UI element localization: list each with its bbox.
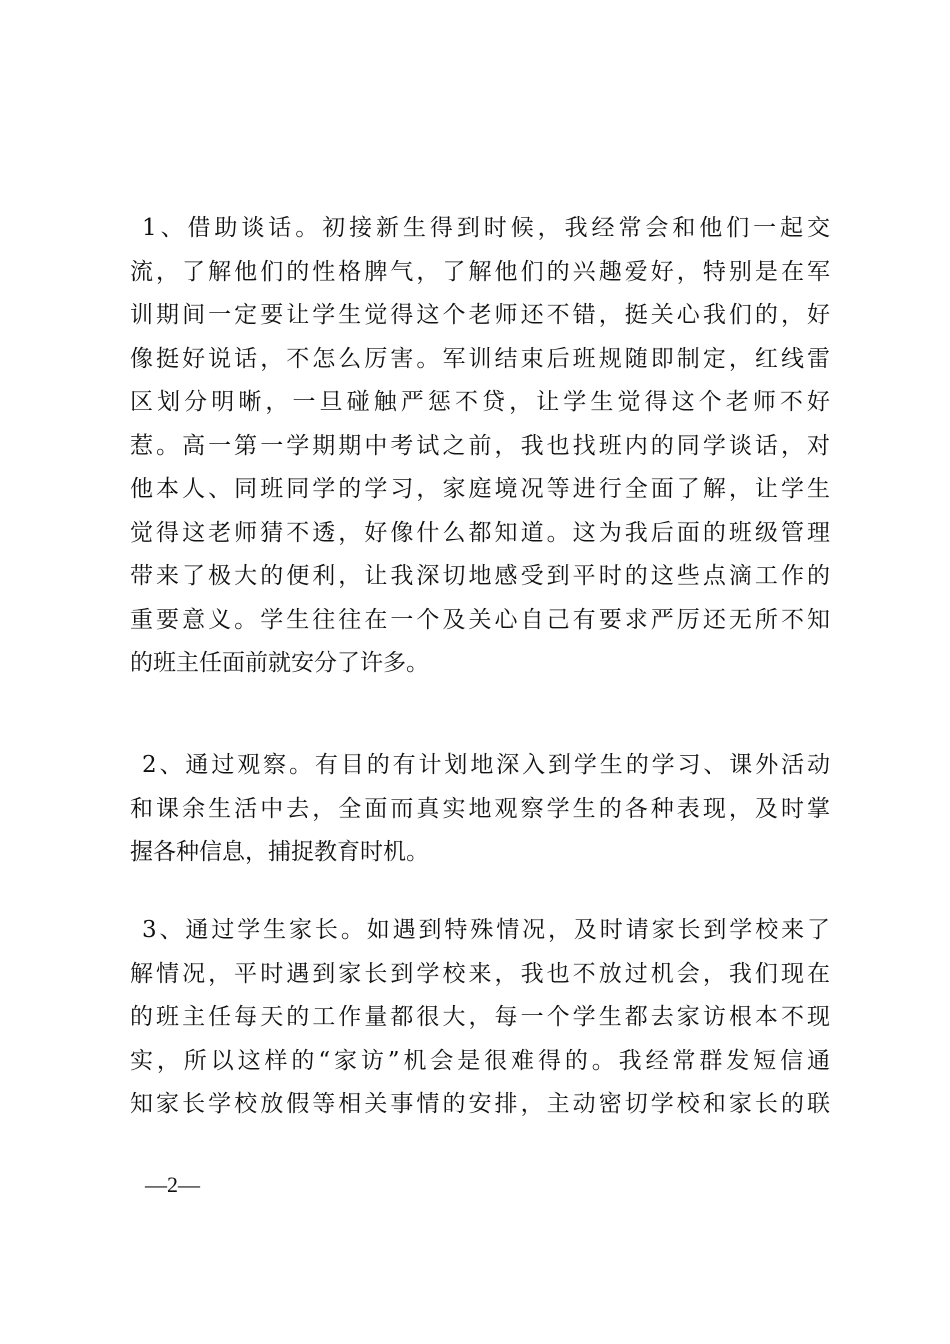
- text-line: 和课余生活中去，全面而真实地观察学生的各种表现，及时掌: [130, 795, 830, 822]
- text-line: 区划分明晰，一旦碰触严惩不贷，让学生觉得这个老师不好: [130, 389, 830, 415]
- text-line: 觉得这老师猜不透，好像什么都知道。这为我后面的班级管理: [130, 519, 830, 546]
- paragraph-observation: [130, 744, 830, 875]
- text-line: 重要意义。学生往往在一个及关心自己有要求严厉还无所不知: [130, 606, 830, 633]
- text-line: 2、通过观察。有目的有计划地深入到学生的学习、课外活动: [142, 752, 830, 778]
- text-line: 的班主任每天的工作量都很大，每一个学生都去家访根本不现: [130, 1004, 830, 1030]
- text-line: 的班主任面前就安分了许多。: [130, 650, 429, 676]
- text-line: 他本人、同班同学的学习，家庭境况等进行全面了解，让学生: [130, 476, 830, 502]
- page-number: —2—: [145, 1172, 200, 1197]
- text-line: 实，所以这样的“家访”机会是很难得的。我经常群发短信通: [130, 1047, 830, 1074]
- text-line: 3、通过学生家长。如遇到特殊情况，及时请家长到学校来了: [142, 917, 830, 943]
- text-line: 带来了极大的便利，让我深切地感受到平时的这些点滴工作的: [130, 563, 830, 589]
- text-line: 惹。高一第一学期期中考试之前，我也找班内的同学谈话，对: [130, 432, 830, 459]
- text-line: 知家长学校放假等相关事情的安排，主动密切学校和家长的联: [130, 1091, 830, 1117]
- paragraph-parents: [130, 909, 830, 1127]
- text-line: 流，了解他们的性格脾气，了解他们的兴趣爱好，特别是在军: [130, 258, 830, 285]
- text-line: 1、借助谈话。初接新生得到时候，我经常会和他们一起交: [142, 215, 830, 241]
- text-line: 握各种信息，捕捉教育时机。: [130, 839, 429, 865]
- text-line: 解情况，平时遇到家长到学校来，我也不放过机会，我们现在: [130, 960, 830, 987]
- paragraph-talking: [130, 207, 830, 686]
- text-line: 像挺好说话，不怎么厉害。军训结束后班规随即制定，红线雷: [130, 345, 830, 372]
- text-line: 训期间一定要让学生觉得这个老师还不错，挺关心我们的，好: [130, 302, 830, 328]
